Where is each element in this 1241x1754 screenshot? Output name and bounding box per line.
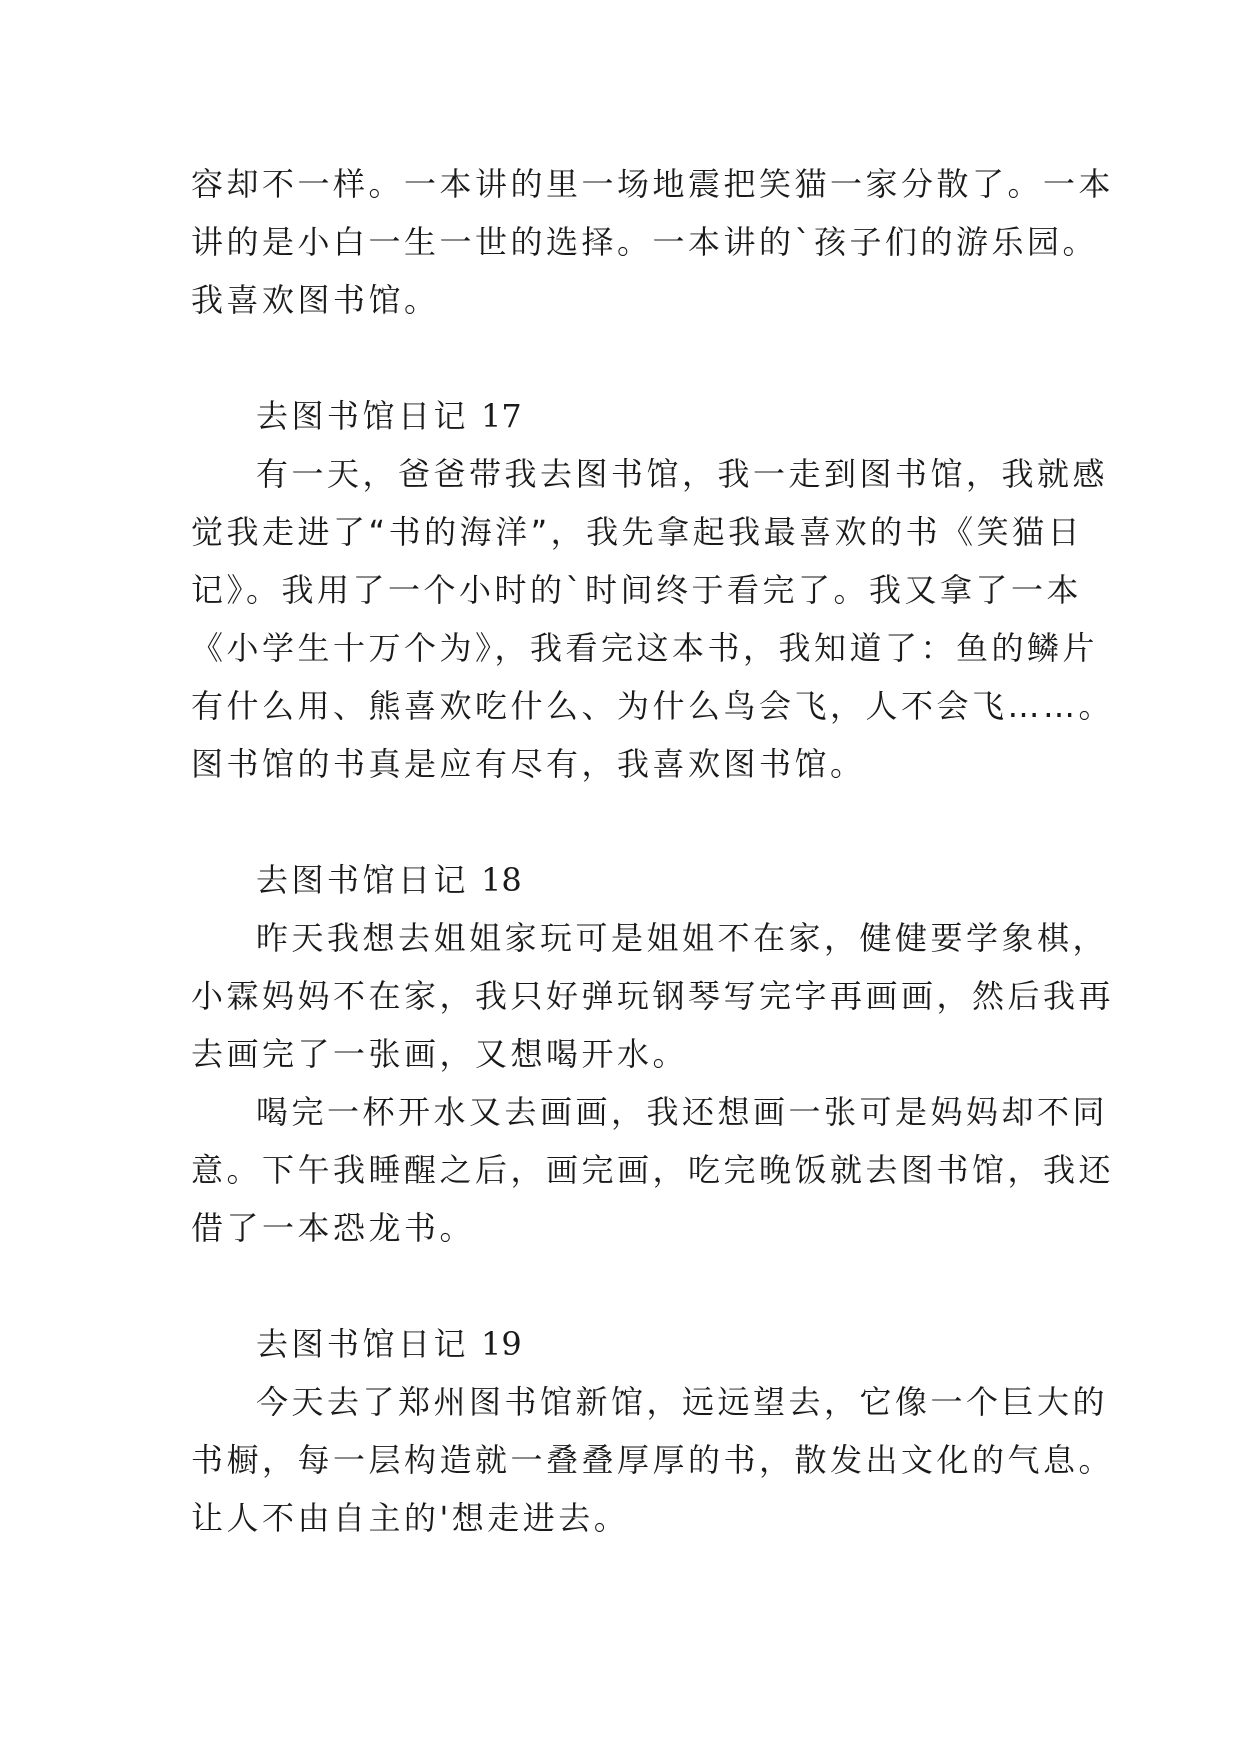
text-line: 图书馆的书真是应有尽有，我喜欢图书馆。 xyxy=(191,745,866,783)
text-line: 昨天我想去姐姐家玩可是姐姐不在家，健健要学象棋， xyxy=(256,919,1109,957)
text-line: 今天去了郑州图书馆新馆，远远望去，它像一个巨大的 xyxy=(256,1383,1109,1421)
text-line: 讲的是小白一生一世的选择。一本讲的`孩子们的游乐园。 xyxy=(191,223,1099,261)
entry-number: 17 xyxy=(481,397,522,435)
entry-paragraph xyxy=(191,1373,1115,1547)
entry-title: 去图书馆日记 xyxy=(256,397,470,435)
text-line: 有一天，爸爸带我去图书馆，我一走到图书馆，我就感 xyxy=(256,455,1109,493)
text-line: 借了一本恐龙书。 xyxy=(191,1209,476,1247)
text-line: 记》。我用了一个小时的`时间终于看完了。我又拿了一本 xyxy=(191,571,1083,609)
entry-title: 去图书馆日记 xyxy=(256,1325,470,1363)
entry-heading xyxy=(191,387,1073,445)
entry-heading xyxy=(191,1315,1073,1373)
section-spacer xyxy=(191,793,1073,851)
text-line: 我喜欢图书馆。 xyxy=(191,281,440,319)
text-line: 去画完了一张画，又想喝开水。 xyxy=(191,1035,689,1073)
entry-heading xyxy=(191,851,1073,909)
entry-paragraph xyxy=(191,445,1115,793)
text-line: 书橱，每一层构造就一叠叠厚厚的书，散发出文化的气息。 xyxy=(191,1441,1115,1479)
diary-entry-17 xyxy=(191,387,1115,793)
text-line: 小霖妈妈不在家，我只好弹玩钢琴写完字再画画，然后我再 xyxy=(191,977,1115,1015)
text-line: 有什么用、熊喜欢吃什么、为什么鸟会飞，人不会飞……。 xyxy=(191,687,1115,725)
text-line: 让人不由自主的'想走进去。 xyxy=(191,1499,630,1537)
entry-paragraph xyxy=(191,1083,1115,1257)
text-line: 意。下午我睡醒之后，画完画，吃完晚饭就去图书馆，我还 xyxy=(191,1151,1115,1189)
text-line: 喝完一杯开水又去画画，我还想画一张可是妈妈却不同 xyxy=(256,1093,1109,1131)
entry-paragraph xyxy=(191,909,1115,1083)
section-spacer xyxy=(191,329,1073,387)
document-body xyxy=(191,155,1115,1547)
text-line: 容却不一样。一本讲的里一场地震把笑猫一家分散了。一本 xyxy=(191,165,1115,203)
diary-entry-19 xyxy=(191,1315,1115,1547)
diary-entry-18 xyxy=(191,851,1115,1257)
section-spacer xyxy=(191,1257,1073,1315)
entry-number: 19 xyxy=(481,1325,522,1363)
entry-number: 18 xyxy=(481,861,522,899)
entry-title: 去图书馆日记 xyxy=(256,861,470,899)
intro-paragraph xyxy=(191,155,1115,329)
text-line: 《小学生十万个为》，我看完这本书，我知道了：鱼的鳞片 xyxy=(191,629,1099,667)
text-line: 觉我走进了“书的海洋”，我先拿起我最喜欢的书《笑猫日 xyxy=(191,513,1084,551)
